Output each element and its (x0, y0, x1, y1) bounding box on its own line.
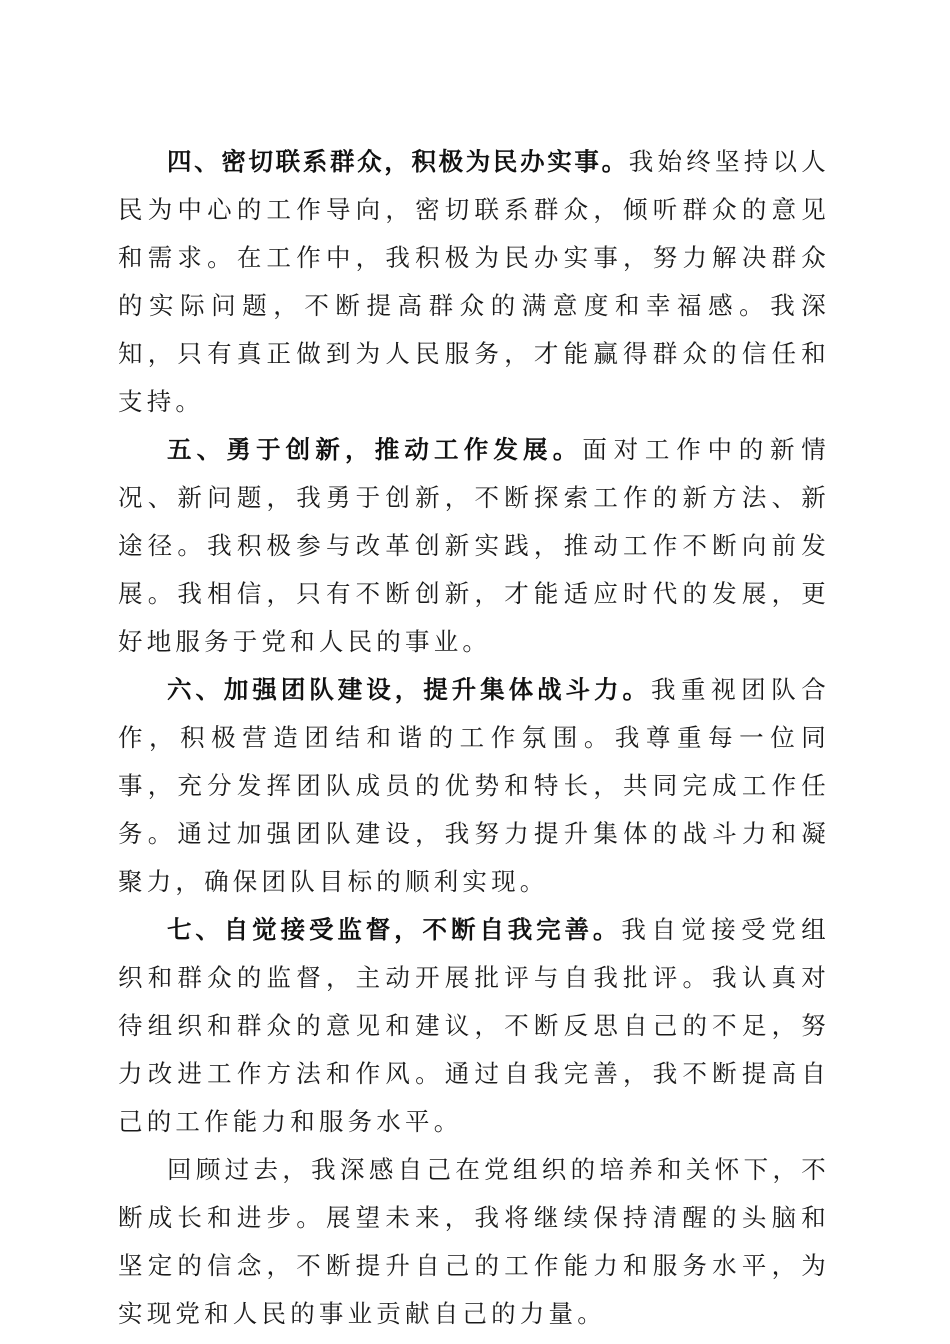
paragraph-section-7 (118, 906, 830, 1146)
paragraph-section-4 (118, 138, 830, 426)
section-heading: 五、勇于创新，推动工作发展。 (167, 435, 583, 464)
paragraph-section-6 (118, 666, 830, 906)
section-body: 我始终坚持以人民为中心的工作导向，密切联系群众，倾听群众的意见和需求。在工作中，我积极为民办实事，努力解决群众的实际问题，不断提高群众的满意度和幸福感。我深知，只有真正做到为人民服务，才能赢得群众的信任和支持。 (118, 147, 830, 416)
paragraph-conclusion (118, 1146, 830, 1338)
section-body: 我自觉接受党组织和群众的监督，主动开展批评与自我批评。我认真对待组织和群众的意见和建议，不断反思自己的不足，努力改进工作方法和作风。通过自我完善，我不断提高自己的工作能力和服务水平。 (118, 915, 830, 1136)
section-body: 我重视团队合作，积极营造团结和谐的工作氛围。我尊重每一位同事，充分发挥团队成员的优势和特长，共同完成工作任务。通过加强团队建设，我努力提升集体的战斗力和凝聚力，确保团队目标的顺利实现。 (118, 675, 830, 896)
paragraph-section-5 (118, 426, 830, 666)
section-heading: 七、自觉接受监督，不断自我完善。 (167, 915, 622, 944)
document-page (118, 138, 830, 1338)
section-body: 面对工作中的新情况、新问题，我勇于创新，不断探索工作的新方法、新途径。我积极参与改革创新实践，推动工作不断向前发展。我相信，只有不断创新，才能适应时代的发展，更好地服务于党和人民的事业。 (118, 435, 830, 656)
section-heading: 四、密切联系群众，积极为民办实事。 (167, 147, 629, 176)
conclusion-body: 回顾过去，我深感自己在党组织的培养和关怀下，不断成长和进步。展望未来，我将继续保持清醒的头脑和坚定的信念，不断提升自己的工作能力和服务水平，为实现党和人民的事业贡献自己的力量。 (118, 1155, 830, 1328)
section-heading: 六、加强团队建设，提升集体战斗力。 (167, 675, 651, 704)
